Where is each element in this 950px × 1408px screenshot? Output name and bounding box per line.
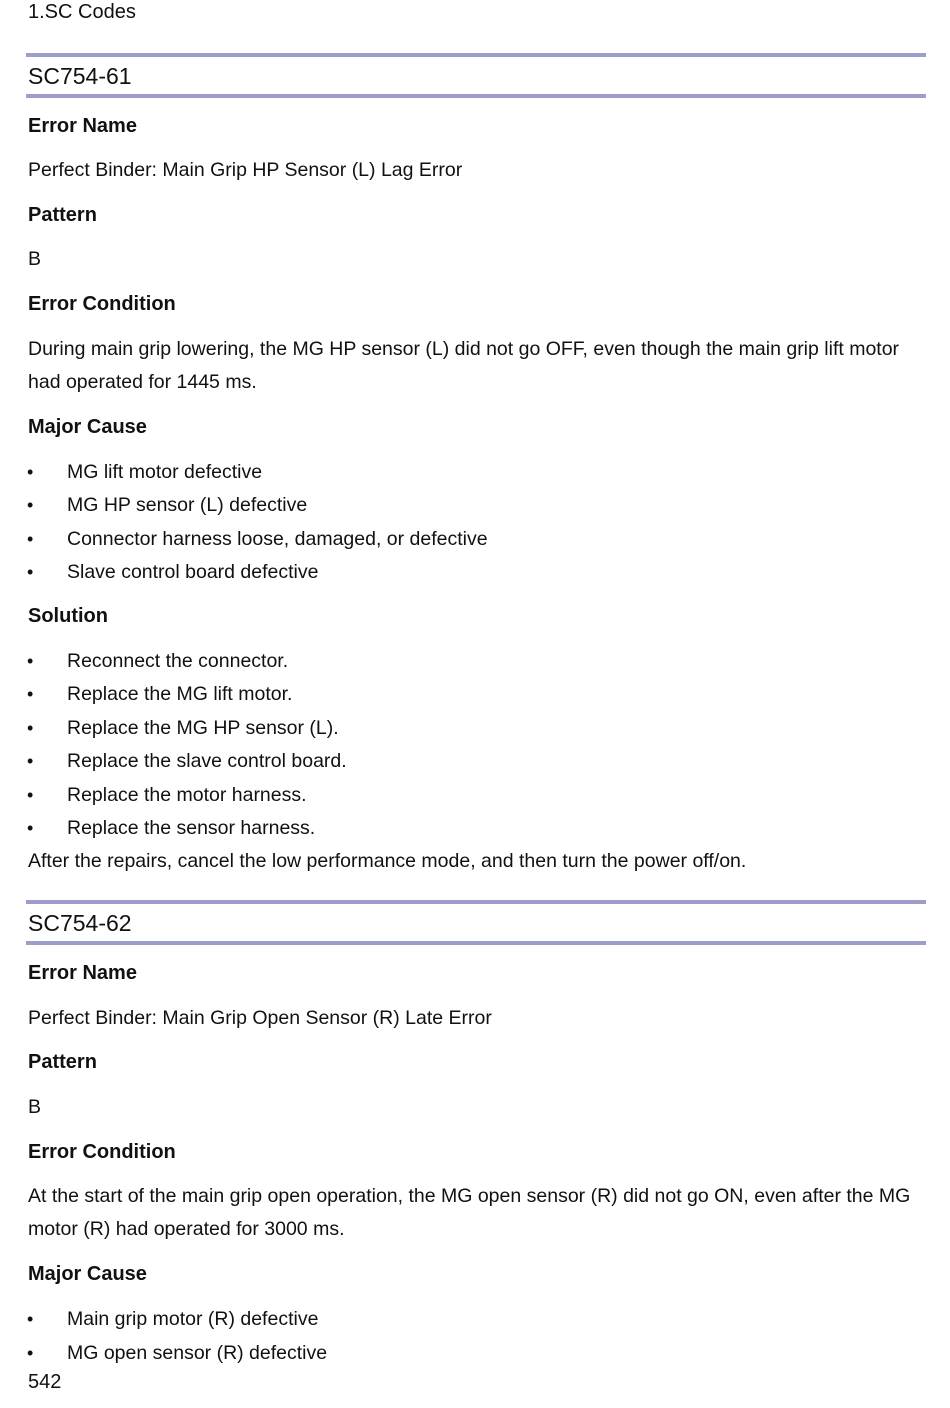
bullet-icon: • — [27, 818, 34, 838]
error-condition-heading: Error Condition — [28, 293, 176, 315]
error-name-heading: Error Name — [28, 115, 137, 137]
pattern-value: B — [28, 1096, 42, 1118]
bullet-icon: • — [27, 1309, 34, 1329]
sc-code-title: SC754-62 — [28, 910, 132, 936]
list-item-text: MG open sensor (R) defective — [67, 1342, 328, 1364]
error-condition-heading: Error Condition — [28, 1141, 176, 1163]
list-item-text: Replace the motor harness. — [67, 784, 307, 806]
error-condition-line: motor (R) had operated for 3000 ms. — [28, 1218, 345, 1240]
list-item-text: Slave control board defective — [67, 561, 319, 583]
pattern-value: B — [28, 248, 42, 270]
bullet-icon: • — [27, 462, 34, 482]
list-item-text: Replace the sensor harness. — [67, 817, 316, 839]
bullet-icon: • — [27, 785, 34, 805]
major-cause-heading: Major Cause — [28, 416, 147, 438]
bullet-icon: • — [27, 751, 34, 771]
bullet-icon: • — [27, 684, 34, 704]
error-condition-line: At the start of the main grip open operation, the MG open sensor (R) did not go ON, even after the MG — [28, 1185, 911, 1207]
list-item-text: Reconnect the connector. — [67, 650, 289, 672]
bullet-icon: • — [27, 529, 34, 549]
pattern-heading: Pattern — [28, 204, 97, 226]
error-name-heading: Error Name — [28, 962, 137, 984]
list-item-text: Replace the MG lift motor. — [67, 683, 293, 705]
error-name-text: Perfect Binder: Main Grip Open Sensor (R) Late Error — [28, 1007, 492, 1029]
bullet-icon: • — [27, 718, 34, 738]
bullet-icon: • — [27, 651, 34, 671]
list-item-text: Connector harness loose, damaged, or defective — [67, 528, 488, 550]
bullet-icon: • — [27, 495, 34, 515]
list-item-text: Main grip motor (R) defective — [67, 1308, 319, 1330]
bullet-icon: • — [27, 562, 34, 582]
list-item-text: Replace the MG HP sensor (L). — [67, 717, 339, 739]
list-item-text: Replace the slave control board. — [67, 750, 347, 772]
list-item-text: MG lift motor defective — [67, 461, 263, 483]
solution-heading: Solution — [28, 605, 108, 627]
solution-note: After the repairs, cancel the low performance mode, and then turn the power off/on. — [28, 850, 747, 872]
error-condition-line: During main grip lowering, the MG HP sensor (L) did not go OFF, even though the main grip lift motor — [28, 338, 900, 360]
pattern-heading: Pattern — [28, 1051, 97, 1073]
page-number: 542 — [28, 1371, 62, 1393]
section-bottom-rule — [26, 941, 926, 945]
section-top-rule — [26, 53, 926, 57]
bullet-icon: • — [27, 1343, 34, 1363]
section-bottom-rule — [26, 94, 926, 98]
section-top-rule — [26, 900, 926, 904]
major-cause-heading: Major Cause — [28, 1263, 147, 1285]
error-condition-line: had operated for 1445 ms. — [28, 371, 257, 393]
error-name-text: Perfect Binder: Main Grip HP Sensor (L) Lag Error — [28, 159, 463, 181]
sc-code-title: SC754-61 — [28, 63, 132, 89]
list-item-text: MG HP sensor (L) defective — [67, 494, 308, 516]
running-header: 1.SC Codes — [28, 1, 136, 23]
